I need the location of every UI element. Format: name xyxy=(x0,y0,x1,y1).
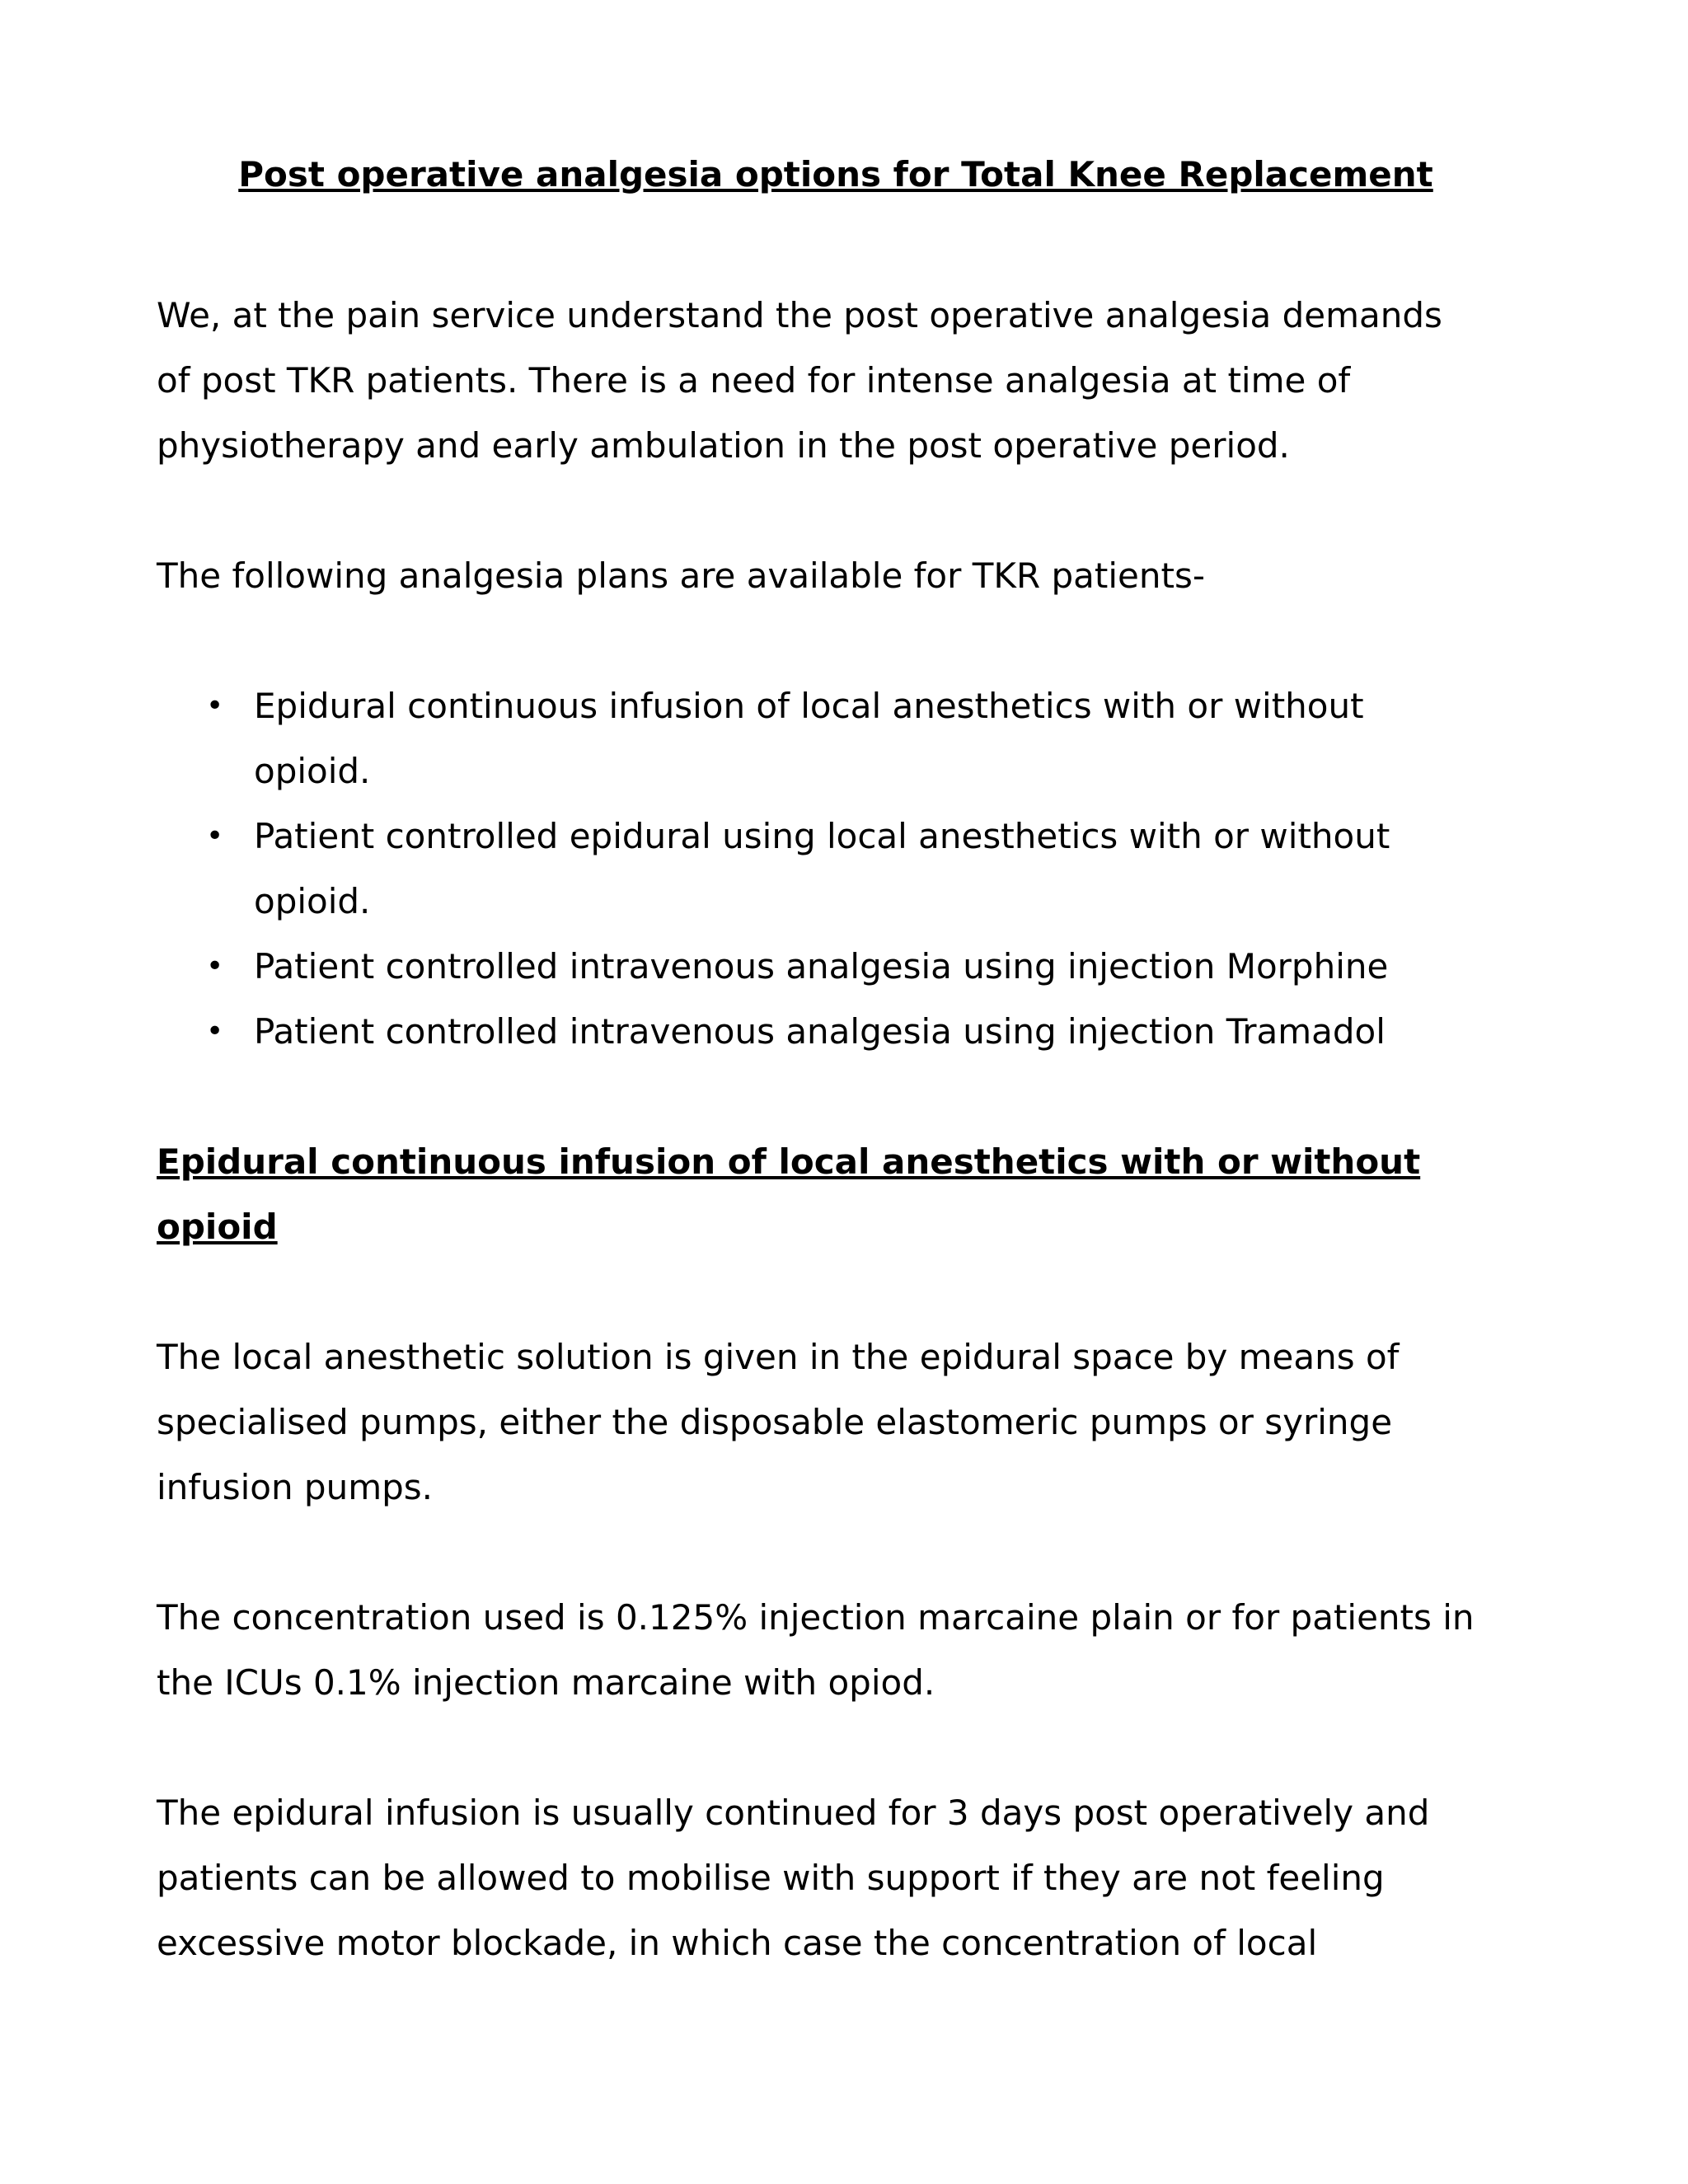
paragraph-line: specialised pumps, either the disposable elastomeric pumps or syringe xyxy=(157,1402,1393,1442)
bullet-icon: • xyxy=(206,1015,224,1048)
plan-text: opioid. xyxy=(254,751,371,791)
intro-line: We, at the pain service understand the post operative analgesia demands xyxy=(157,295,1442,335)
plan-item-pca-morphine xyxy=(157,934,1541,999)
spacer xyxy=(157,1715,1541,1780)
plans-intro: The following analgesia plans are available for TKR patients- xyxy=(157,555,1205,596)
plan-text: Epidural continuous infusion of local anesthetics with or without xyxy=(254,686,1364,726)
paragraph-line: The local anesthetic solution is given in the epidural space by means of xyxy=(157,1337,1400,1377)
section-heading-line: Epidural continuous infusion of local anesthetics with or without xyxy=(157,1141,1421,1182)
spacer xyxy=(157,197,1541,283)
section-paragraph-duration xyxy=(157,1780,1541,1975)
section-heading-line: opioid xyxy=(157,1207,278,1247)
spacer xyxy=(157,1064,1541,1129)
spacer xyxy=(157,608,1541,673)
section-paragraph-pumps xyxy=(157,1324,1541,1520)
bullet-icon: • xyxy=(206,819,224,853)
paragraph-line: patients can be allowed to mobilise with support if they are not feeling xyxy=(157,1858,1385,1898)
paragraph-line: the ICUs 0.1% injection marcaine with opiod. xyxy=(157,1662,935,1703)
spacer xyxy=(157,1520,1541,1585)
plan-text: Patient controlled epidural using local anesthetics with or without xyxy=(254,816,1390,856)
plan-text: Patient controlled intravenous analgesia using injection Morphine xyxy=(254,946,1389,987)
plan-text: Patient controlled intravenous analgesia using injection Tramadol xyxy=(254,1011,1386,1052)
plan-text: opioid. xyxy=(254,881,371,921)
spacer xyxy=(157,1259,1541,1324)
section-paragraph-concentration xyxy=(157,1585,1541,1715)
paragraph-line: The epidural infusion is usually continued for 3 days post operatively and xyxy=(157,1793,1430,1833)
intro-paragraph xyxy=(157,283,1541,478)
plans-list xyxy=(157,673,1541,1064)
paragraph-line: excessive motor blockade, in which case the concentration of local xyxy=(157,1923,1318,1963)
document-content xyxy=(157,152,1541,1975)
plan-item-pca-tramadol xyxy=(157,999,1541,1064)
paragraph-line: infusion pumps. xyxy=(157,1467,433,1507)
intro-line: physiotherapy and early ambulation in the post operative period. xyxy=(157,425,1290,466)
plan-item-patient-controlled-epidural xyxy=(157,804,1541,934)
bullet-icon: • xyxy=(206,949,224,983)
plan-item-epidural-infusion xyxy=(157,673,1541,804)
paragraph-line: The concentration used is 0.125% injection marcaine plain or for patients in xyxy=(157,1597,1475,1638)
document-title: Post operative analgesia options for Total Knee Replacement xyxy=(238,154,1433,194)
section-heading xyxy=(157,1129,1541,1259)
spacer xyxy=(157,478,1541,543)
bullet-icon: • xyxy=(206,689,224,723)
intro-line: of post TKR patients. There is a need for intense analgesia at time of xyxy=(157,360,1351,401)
